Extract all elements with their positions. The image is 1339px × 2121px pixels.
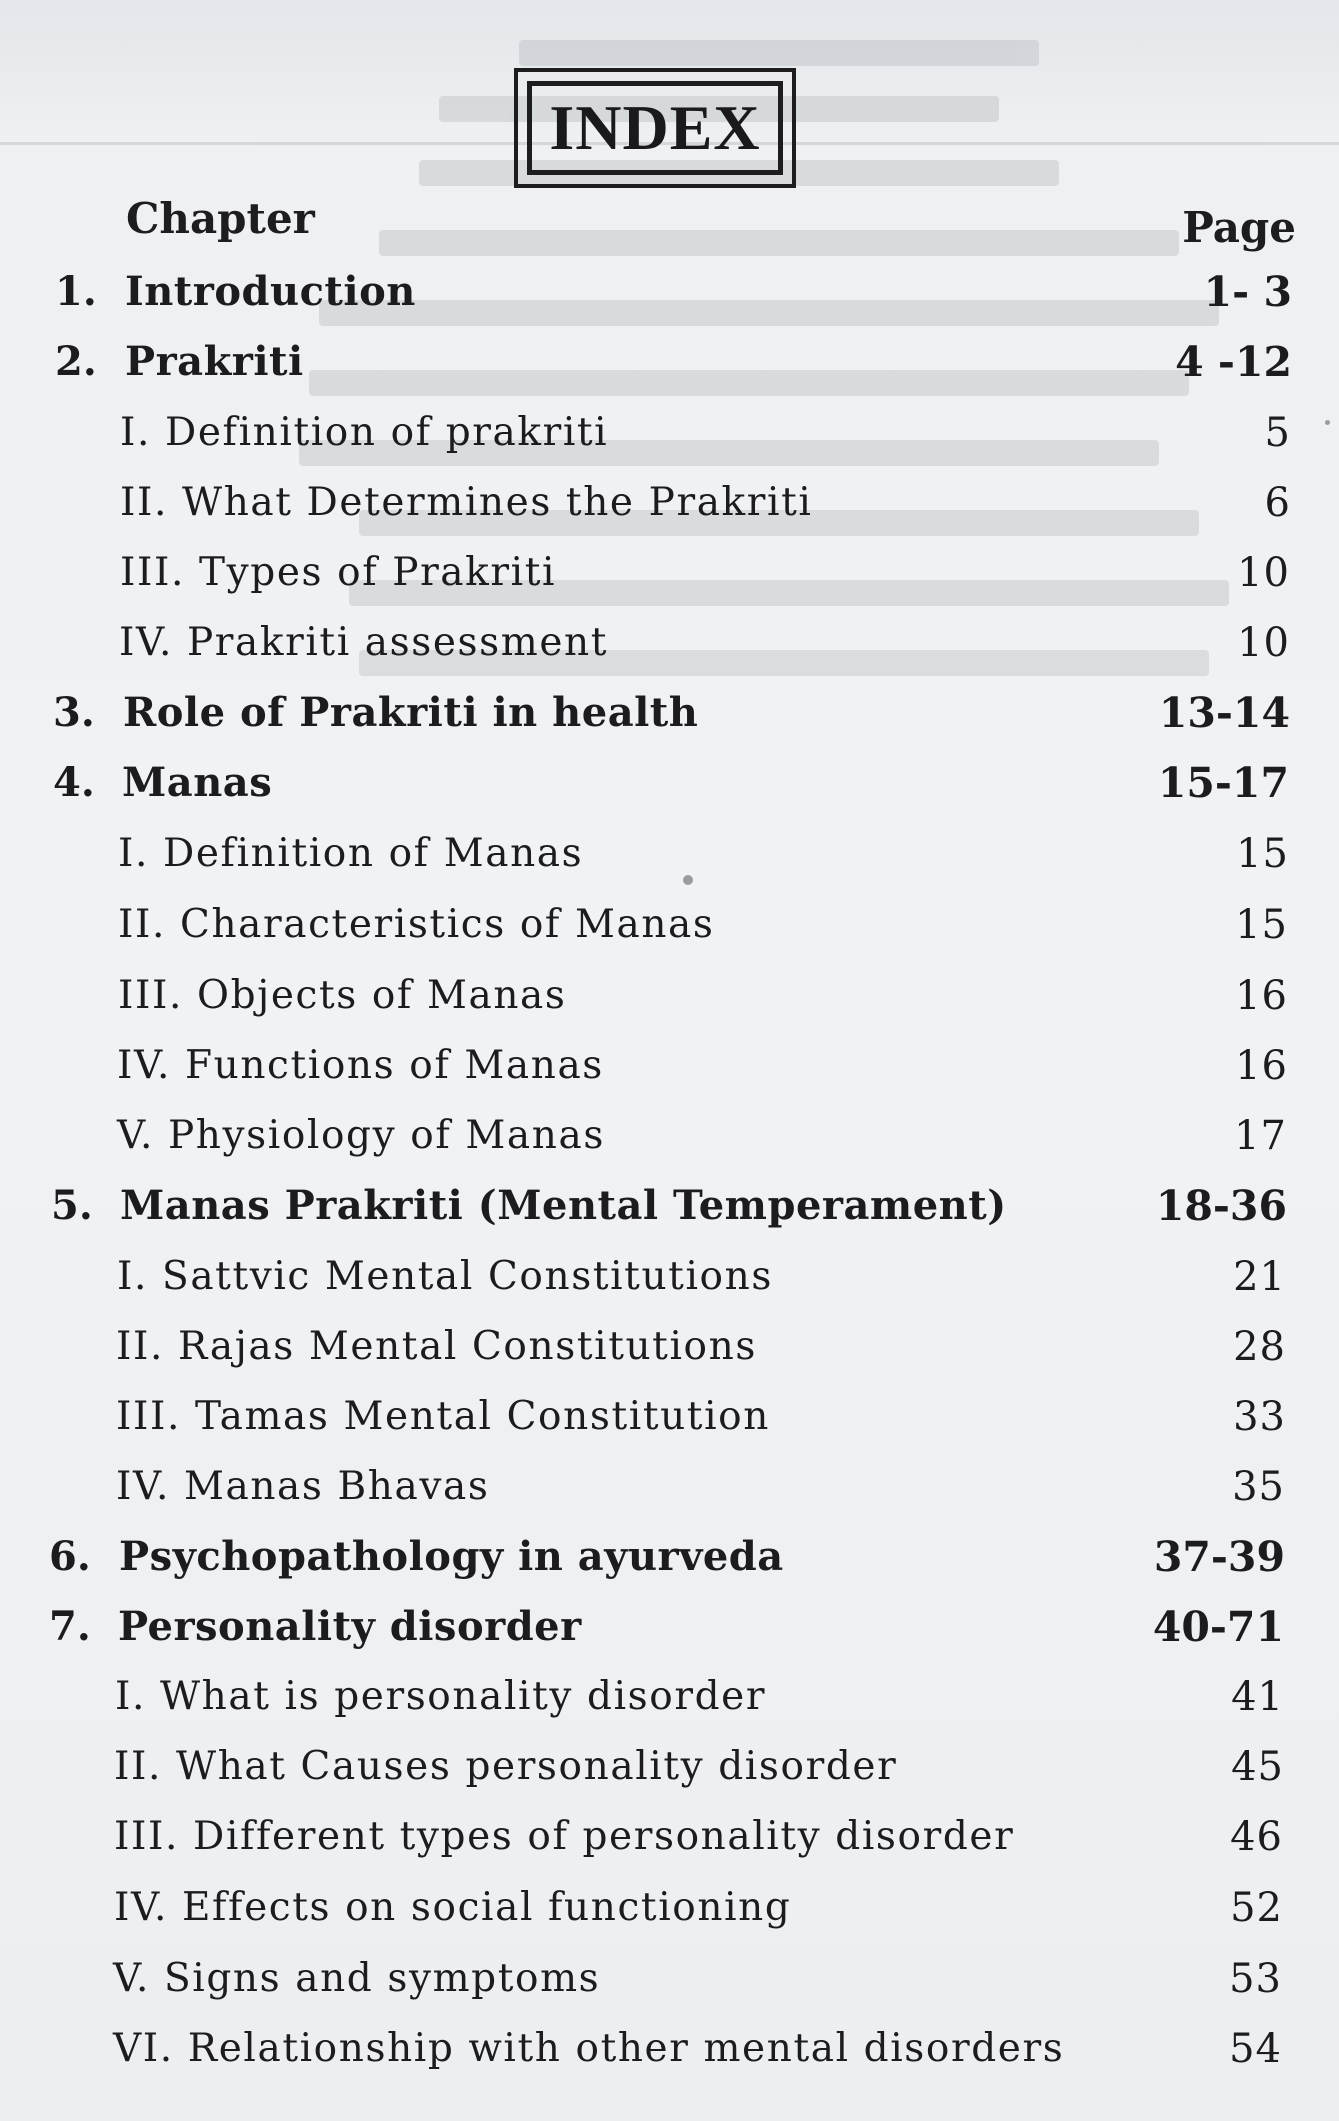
section-title: I. What is personality disorder [115,1674,767,1719]
section-entry [0,1387,1339,1447]
section-title: III. Different types of personality disorder [114,1814,1015,1859]
section-title: II. What Determines the Prakriti [120,480,813,525]
chapter-entry [0,332,1339,392]
index-title: INDEX [549,92,761,163]
chapter-number: 4. [53,759,95,806]
page-number: 52 [1230,1885,1283,1931]
chapter-number: 1. [55,268,97,315]
section-entry [0,1737,1339,1797]
page-number: 10 [1237,550,1290,596]
page-number: 40-71 [1152,1603,1284,1651]
section-title: VI. Relationship with other mental disorders [113,2026,1065,2071]
page-number: 10 [1237,620,1290,666]
chapter-number: 5. [51,1182,93,1229]
chapter-column-header: Chapter [126,194,315,243]
chapter-entry [0,1176,1339,1236]
scan-speck [1325,420,1330,425]
section-entry [0,1036,1339,1096]
chapter-number: 3. [53,689,95,736]
chapter-title: Manas Prakriti (Mental Temperament) [120,1182,1007,1229]
section-title: III. Types of Prakriti [120,550,557,595]
chapter-number: 6. [49,1533,91,1580]
section-title: III. Objects of Manas [118,973,567,1018]
scan-speck [683,875,693,885]
section-entry [0,1106,1339,1166]
page-number: 13-14 [1158,689,1290,737]
page-number: 45 [1231,1744,1284,1790]
chapter-title: Personality disorder [118,1603,582,1650]
chapter-number: 7. [49,1603,91,1650]
page-number: 28 [1233,1324,1286,1370]
chapter-title: Prakriti [125,338,304,385]
section-title: II. Characteristics of Manas [118,902,715,947]
page-number: 5 [1264,410,1291,456]
section-entry [0,1317,1339,1377]
show-through-line [379,230,1179,256]
page-number: 6 [1264,480,1291,526]
chapter-entry [0,683,1339,743]
chapter-title: Psychopathology in ayurveda [119,1533,784,1580]
page-number: 33 [1233,1394,1286,1440]
section-title: I. Definition of Manas [118,831,584,876]
chapter-number: 2. [55,338,97,385]
page-number: 41 [1231,1674,1284,1720]
section-title: I. Sattvic Mental Constitutions [117,1254,773,1299]
section-entry [0,824,1339,884]
section-entry [0,966,1339,1026]
section-entry [0,613,1339,673]
section-title: I. Definition of prakriti [120,410,609,455]
page-column-header: Page [1182,203,1296,252]
section-entry [0,1807,1339,1867]
page-number: 15-17 [1157,759,1289,807]
chapter-entry [0,262,1339,322]
page-number: 53 [1229,1956,1282,2002]
page-number: 21 [1233,1254,1286,1300]
chapter-entry [0,1597,1339,1657]
section-title: III. Tamas Mental Constitution [116,1394,770,1439]
page-number: 46 [1230,1814,1283,1860]
index-title-frame [514,68,796,188]
section-entry [0,403,1339,463]
section-title: IV. Functions of Manas [117,1043,604,1088]
section-entry [0,1247,1339,1307]
chapter-title: Role of Prakriti in health [123,689,699,736]
page-number: 16 [1235,1043,1288,1089]
page-number: 37-39 [1153,1533,1285,1581]
chapter-entry [0,753,1339,813]
page-number: 15 [1236,831,1289,877]
section-title: II. Rajas Mental Constitutions [116,1324,757,1369]
page-number: 35 [1232,1464,1285,1510]
chapter-entry [0,1527,1339,1587]
chapter-title: Introduction [125,268,416,315]
show-through-line [519,40,1039,66]
section-title: V. Physiology of Manas [117,1113,605,1158]
section-entry [0,2019,1339,2079]
page-number: 15 [1235,902,1288,948]
page-number: 16 [1235,973,1288,1019]
page-number: 18-36 [1155,1182,1287,1230]
section-title: V. Signs and symptoms [113,1956,601,2001]
section-title: IV. Manas Bhavas [116,1464,490,1509]
page-number: 54 [1229,2026,1282,2072]
index-title-inner-frame [527,81,783,175]
section-entry [0,473,1339,533]
page-number: 1- 3 [1203,268,1292,316]
page-number: 4 -12 [1175,338,1292,386]
section-entry [0,1457,1339,1517]
section-title: IV. Effects on social functioning [114,1885,792,1930]
chapter-title: Manas [122,759,273,806]
section-entry [0,1878,1339,1938]
section-entry [0,1949,1339,2009]
section-entry [0,543,1339,603]
section-title: II. What Causes personality disorder [114,1744,898,1789]
section-title: IV. Prakriti assessment [119,620,609,665]
section-entry [0,1667,1339,1727]
section-entry [0,895,1339,955]
page-number: 17 [1234,1113,1287,1159]
